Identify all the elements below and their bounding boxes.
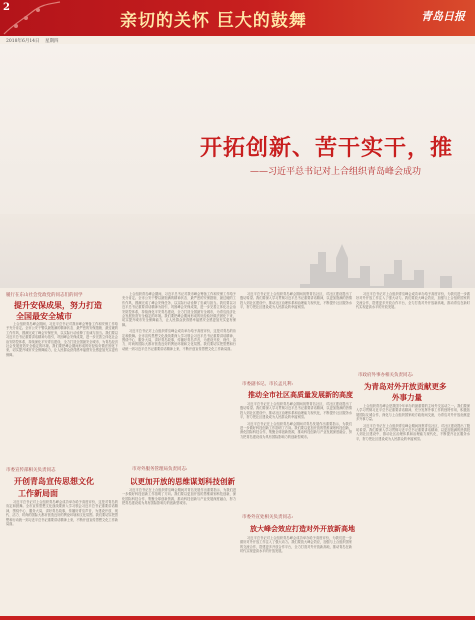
article-body: 习近平总书记在上合组织青岛峰会期间视察青岛社区，对社区建设提出了殷切希望。我们要深入学习贯彻习近平总书记重要讲话精神，以更加饱满的热情投入到社区建设中，推动社区治理体系和治理能力现代化，不断提升社区服务水平，努力把社区建设成为人民群众的幸福家园。 习近平总书记在上合组织青岛峰会期间对青岛发展作出重要指示，为我们进一步做好科技创新工作指明了方向。我们要以更加开放的思维谋划科技创新，深化国际科技合作，集聚全球创新资源，推动科技创新与产业发展深度融合，努力把青岛建设成为具有国际影响力的创新型城市。 [240, 402, 352, 439]
article-title: 外事力量 [392, 393, 422, 402]
hero-area [0, 44, 475, 288]
article-body: 上合组织青岛峰会是我国今年举办的最重要的主场外交活动之一。我们要深入学习贯彻习近平总书记重要讲话精神，充分发挥外事工作的独特作用，积极拓展国际友城合作，深化与上合组织国家地方政府间交流，为青岛对外开放贡献更多外事力量。 习近平总书记在上合组织青岛峰会期间视察青岛社区，对社区建设提出了殷切希望。我们要深入学习贯彻习近平总书记重要讲话精神，以更加饱满的热情投入到社区建设中，推动社区治理体系和治理能力现代化，不断提升社区服务水平，努力把社区建设成为人民群众的幸福家园。 [356, 404, 470, 441]
article-body: 习近平总书记对上合组织青岛峰会成功举办给予高度评价，为我们进一步做好对外开放工作注入了强大动力。我们要放大峰会效应，加强与上合组织国家的交流合作，搭建更多开放合作平台，全力打造对外开放新高地，推动青岛在新时代实现更高水平的开放发展。 [240, 536, 352, 554]
article-kicker: 市政府外事办相关负责同志: [358, 373, 414, 378]
date: 2018年6月14日 [6, 39, 40, 44]
article-body: 习近平总书记对上合组织青岛峰会成功举办给予高度评价，为我们进一步做好对外开放工作注入了强大动力。我们要放大峰会效应，加强与上合组织国家的交流合作，搭建更多开放合作平台，全力打造对外开放新高地，推动青岛在新时代实现更高水平的开放发展。 [356, 292, 470, 310]
bottom-rule [0, 616, 475, 620]
article-body: 习近平总书记在上合组织青岛峰会期间对青岛发展作出重要指示，为我们进一步做好科技创新工作指明了方向。我们要以更加开放的思维谋划科技创新，深化国际科技合作，集聚全球创新资源，推动科技创新与产业发展深度融合，努力把青岛建设成为具有国际影响力的创新型城市。 [122, 488, 236, 506]
article-kicker: 市委外宣处相关负责同志: [242, 515, 294, 520]
article-body: 上合组织青岛峰会期间，习近平总书记对我市峰会筹备工作和安保工作给予充分肯定。全市公安干警以最饱满的精神状态、最严密的安保措施、最过硬的工作作风，圆满完成了峰会安保任务，以实际行动诠释了忠诚与担当。我们要以习近平总书记重要讲话精神为指引，巩固峰会安保成果，进一步完善立体化社会治安防控体系，持续深化平安青岛建设，全力打造全国最安全城市，为青岛经济社会发展营造安全稳定的环境。我们要把峰会期间形成的好经验好做法固化下来，切实提升城市安全保障能力，让人民群众获得感幸福感安全感更加充实更有保障。 [6, 322, 118, 357]
article-title: 提升安保成果，努力打造 [14, 300, 102, 310]
article-body: 上合组织青岛峰会期间，习近平总书记对我市峰会筹备工作和安保工作给予充分肯定。全市公安干警以最饱满的精神状态、最严密的安保措施、最过硬的工作作风，圆满完成了峰会安保任务，以实际行动诠释了忠诚与担当。我们要以习近平总书记重要讲话精神为指引，巩固峰会安保成果，进一步完善立体化社会治安防控体系，持续深化平安青岛建设，全力打造全国最安全城市，为青岛经济社会发展营造安全稳定的环境。我们要把峰会期间形成的好经验好做法固化下来，切实提升城市安全保障能力，让人民群众获得感幸福感安全感更加充实更有保障。 习近平总书记对上合组织青岛峰会成功举办给予高度评价，这是对青岛的肯定和鼓舞。全市宣传思想文化战线要深入学习领会习近平总书记重要讲话精神，围绕中心、服务大局，讲好青岛故事，传播好青岛声音，为建设开放、现代、活力、时尚的国际大都市营造良好的舆论环境和文化氛围。我们要切实把思想和行动统一到习近平总书记重要讲话精神上来，不断开创宣传思想文化工作新局面。 [122, 292, 236, 351]
article-title: 开创青岛宣传思想文化 [14, 476, 94, 486]
article-title: 以更加开放的思维谋划科技创新 [130, 477, 235, 486]
article-kicker: 履行在东山社会党政党的同志们的同学 [6, 293, 83, 298]
city-skyline-image [0, 214, 475, 288]
article-kicker: 市对外服务管理局负责同志: [132, 467, 188, 472]
article-title: 推动全市社区高质量发展新的高度 [248, 390, 353, 399]
article-kicker: 市委副书记、市长孟凡利: [242, 382, 294, 387]
main-headline: 开拓创新、苦干实干，推 [200, 135, 454, 161]
masthead-band [0, 0, 475, 36]
plum-branch-decoration [2, 0, 62, 36]
section-slogan: 亲切的关怀 巨大的鼓舞 [120, 11, 307, 31]
article-body: 习近平总书记在上合组织青岛峰会期间视察青岛社区，对社区建设提出了殷切希望。我们要深入学习贯彻习近平总书记重要讲话精神，以更加饱满的热情投入到社区建设中，推动社区治理体系和治理能力现代化，不断提升社区服务水平，努力把社区建设成为人民群众的幸福家园。 [240, 292, 352, 310]
article-title: 全国最安全城市 [16, 311, 72, 321]
article-body: 习近平总书记对上合组织青岛峰会成功举办给予高度评价，这是对青岛的肯定和鼓舞。全市宣传思想文化战线要深入学习领会习近平总书记重要讲话精神，围绕中心、服务大局，讲好青岛故事，传播好青岛声音，为建设开放、现代、活力、时尚的国际大都市营造良好的舆论环境和文化氛围。我们要切实把思想和行动统一到习近平总书记重要讲话精神上来，不断开创宣传思想文化工作新局面。 [6, 500, 118, 527]
article-title: 为青岛对外开放贡献更多 [364, 382, 447, 391]
weekday: 星期四 [44, 39, 59, 44]
article-title: 工作新局面 [18, 488, 58, 498]
page-number: 2 [3, 2, 10, 13]
newspaper-name: 青岛日报 [421, 10, 465, 23]
sub-headline: ——习近平总书记对上合组织青岛峰会成功 [250, 167, 422, 177]
article-title: 放大峰会效应打造对外开放新高地 [250, 524, 355, 533]
article-kicker: 市委宣传部相关负责同志 [6, 468, 56, 473]
